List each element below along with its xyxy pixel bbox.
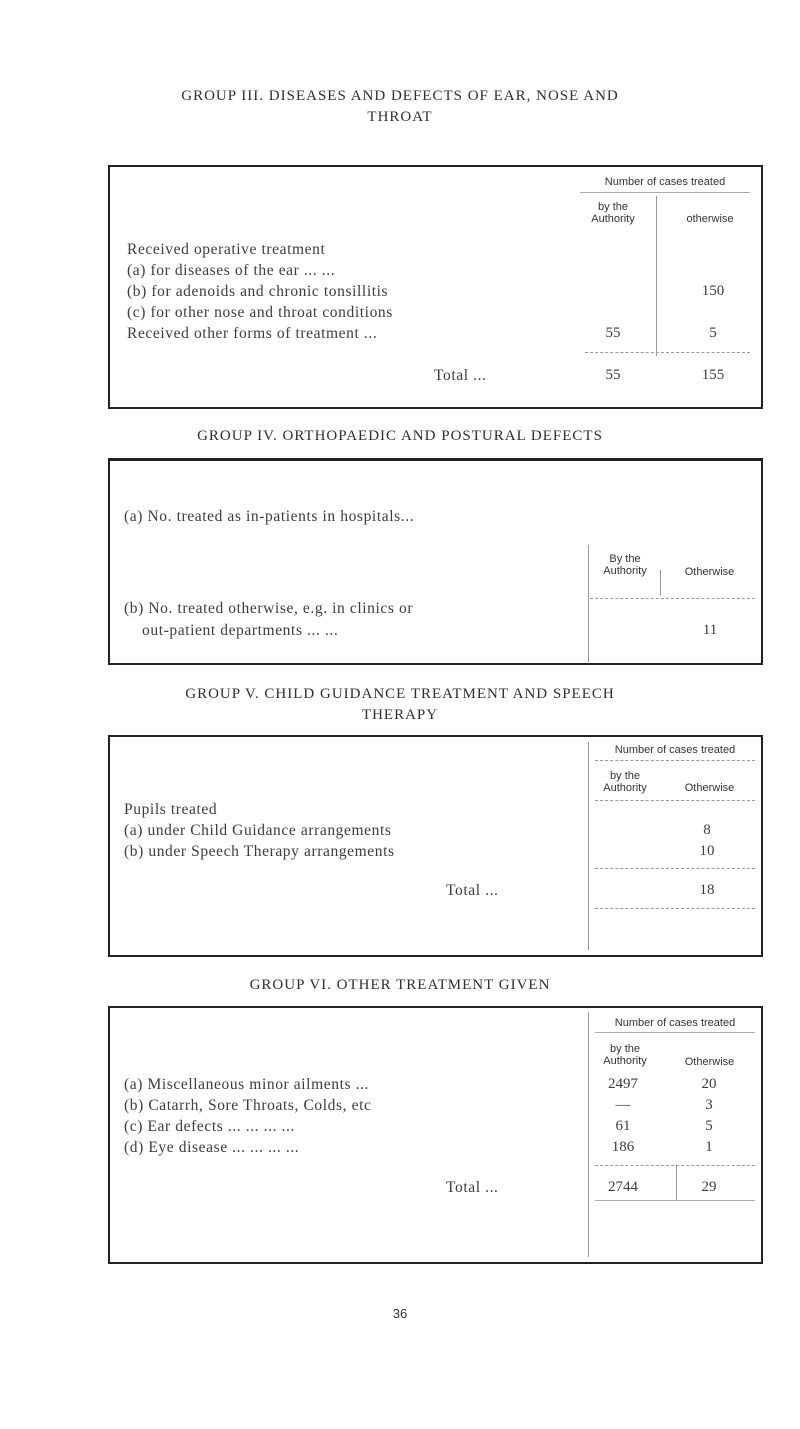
group6-row-otherwise: 1 — [705, 1139, 713, 1155]
group3-row-otherwise: 5 — [709, 325, 717, 341]
page-number: 36 — [392, 1306, 408, 1321]
group5-total-label: Total ... — [446, 882, 499, 899]
group6-row-authority: — — [615, 1097, 631, 1113]
group3-row-authority: 55 — [605, 325, 621, 341]
group6-total-authority: 2744 — [608, 1179, 638, 1195]
group6-row-authority: 2497 — [608, 1076, 638, 1092]
group6-row-otherwise: 5 — [705, 1118, 713, 1134]
group6-total-label: Total ... — [446, 1179, 499, 1196]
group4-row-b-line2: out-patient departments ... ... — [142, 622, 339, 639]
group3-row-label: (c) for other nose and throat conditions — [127, 304, 393, 321]
group5-title-line2: THERAPY — [361, 707, 439, 723]
group5-row-label: (a) under Child Guidance arrangements — [124, 822, 392, 839]
group3-row-label: (a) for diseases of the ear ... ... — [127, 262, 336, 279]
group3-row-label: (b) for adenoids and chronic tonsillitis — [127, 283, 389, 300]
group3-header-authority: by the Authority — [591, 201, 635, 225]
group6-row-label: (c) Ear defects ... ... ... ... — [124, 1118, 295, 1135]
group4-row-b-otherwise: 11 — [702, 622, 718, 638]
group3-row-otherwise: 150 — [701, 283, 725, 299]
group6-header-otherwise: Otherwise — [684, 1056, 735, 1068]
group6-total-otherwise: 29 — [701, 1179, 717, 1195]
group6-row-label: (a) Miscellaneous minor ailments ... — [124, 1076, 370, 1093]
group4-header-otherwise: Otherwise — [684, 566, 735, 578]
group5-total-otherwise: 18 — [699, 882, 715, 898]
group5-title-line1: GROUP V. CHILD GUIDANCE TREATMENT AND SPEECH — [185, 686, 615, 702]
group5-row-otherwise: 8 — [703, 822, 711, 838]
group6-row-authority: 61 — [615, 1118, 631, 1134]
group3-total-otherwise: 155 — [701, 367, 725, 383]
group3-title-line1: GROUP III. DISEASES AND DEFECTS OF EAR, NOSE AND — [181, 88, 619, 104]
group3-row-label: Received operative treatment — [127, 241, 326, 258]
group5-header-main: Number of cases treated — [614, 744, 736, 756]
group3-header-otherwise: otherwise — [686, 213, 734, 225]
group5-header-authority: by the Authority — [603, 770, 647, 794]
group6-header-main: Number of cases treated — [614, 1017, 736, 1029]
group6-row-label: (d) Eye disease ... ... ... ... — [124, 1139, 300, 1156]
group5-row-otherwise: 10 — [699, 843, 715, 859]
group6-row-label: (b) Catarrh, Sore Throats, Colds, etc — [124, 1097, 372, 1114]
group5-heading — [0, 684, 800, 726]
group6-title: GROUP VI. OTHER TREATMENT GIVEN — [249, 977, 551, 993]
group5-row-label: Pupils treated — [124, 801, 218, 818]
group6-row-otherwise: 20 — [701, 1076, 717, 1092]
group3-total-label: Total ... — [434, 367, 487, 384]
group4-header-authority: By the Authority — [603, 553, 647, 577]
group4-heading — [0, 426, 800, 447]
group6-row-otherwise: 3 — [705, 1097, 713, 1113]
group4-row-a: (a) No. treated as in-patients in hospitals... — [124, 508, 415, 525]
group3-row-label: Received other forms of treatment ... — [127, 325, 378, 342]
group3-title-line2: THROAT — [367, 109, 433, 125]
group5-header-otherwise: Otherwise — [684, 782, 735, 794]
group6-heading — [0, 975, 800, 996]
group6-header-authority: by the Authority — [603, 1043, 647, 1067]
group3-heading — [0, 86, 800, 128]
group4-row-b-line1: (b) No. treated otherwise, e.g. in clinics or — [124, 600, 414, 617]
group5-row-label: (b) under Speech Therapy arrangements — [124, 843, 395, 860]
group3-header-main: Number of cases treated — [604, 176, 726, 188]
group4-title: GROUP IV. ORTHOPAEDIC AND POSTURAL DEFECTS — [197, 428, 603, 444]
group6-row-authority: 186 — [611, 1139, 635, 1155]
group3-total-authority: 55 — [605, 367, 621, 383]
